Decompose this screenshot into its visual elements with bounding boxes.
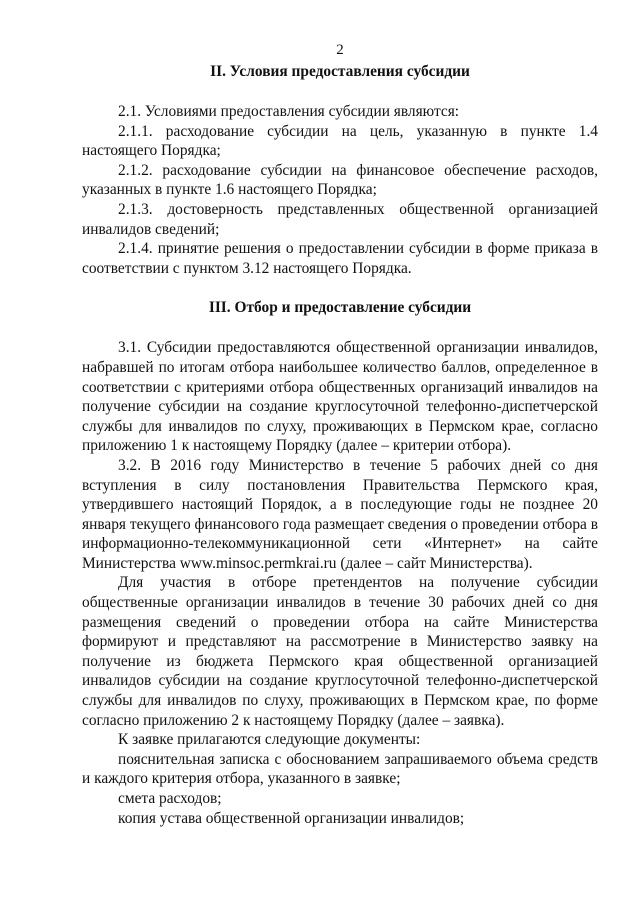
paragraph-3-1: 3.1. Субсидии предоставляются общественной организации инвалидов, набравшей по итогам отбора наибольшее количество баллов, определенное в соответствии с критериями отбора общественных организаций инвалидов на получение субсидии на создание круглосуточной телефонно-диспетчерской службы для инвалидов по слуху, проживающих в Пермском крае, согласно приложению 1 к настоящему Порядку (далее – критерии отбора). xyxy=(82,339,598,455)
paragraph-2-1-3: 2.1.3. достоверность представленных общественной организацией инвалидов сведений; xyxy=(82,200,598,238)
page-number: 2 xyxy=(336,42,344,58)
section-2-body xyxy=(82,102,598,278)
list-item-charter-copy: копия устава общественной организации инвалидов; xyxy=(118,809,465,827)
list-item-explanatory-note: пояснительная записка с обоснованием запрашиваемого объема средств и каждого критерия отбора, указанного в заявке; xyxy=(82,750,598,788)
paragraph-2-1-2: 2.1.2. расходование субсидии на финансовое обеспечение расходов, указанных в пункте 1.6 настоящего Порядка; xyxy=(82,161,598,199)
section-3-title: III. Отбор и предоставление субсидии xyxy=(208,299,472,317)
list-item-cost-estimate: смета расходов; xyxy=(118,790,222,807)
paragraph-2-1: 2.1. Условиями предоставления субсидии являются: xyxy=(118,103,460,120)
section-3-body xyxy=(82,338,598,828)
document-page xyxy=(82,40,598,828)
paragraph-2-1-4: 2.1.4. принятие решения о предоставлении субсидии в форме приказа в соответствии с пунктом 3.12 настоящего Порядка. xyxy=(82,240,598,277)
paragraph-2-1-1: 2.1.1. расходование субсидии на цель, указанную в пункте 1.4 настоящего Порядка; xyxy=(82,122,598,160)
section-2-title: II. Условия предоставления субсидии xyxy=(210,63,470,80)
paragraph-documents-intro: К заявке прилагаются следующие документы: xyxy=(118,731,421,749)
paragraph-participation: Для участия в отборе претендентов на получение субсидии общественные организации инвалидов в течение 30 рабочих дней со дня размещения сведений о проведении отбора на сайте Министерства формируют и представляют на рассмотрение в Министерство заявку на получение из бюджета Пермского края общественной организацией инвалидов субсидии на создание круглосуточной телефонно-диспетчерской службы для инвалидов по слуху, проживающих в Пермском крае, по форме согласно приложению 2 к настоящему Порядку (далее – заявка). xyxy=(82,574,598,729)
paragraph-3-2: 3.2. В 2016 году Министерство в течение 5 рабочих дней со дня вступления в силу постановления Правительства Пермского края, утвердившего настоящий Порядок, а в последующие годы не позднее 20 января текущего финансового года размещает сведения о проведении отбора в информационно-телекоммуникационной сети «Интернет» на сайте Министерства www.minsoc.permkrai.ru (далее – сайт Министерства). xyxy=(82,456,598,572)
